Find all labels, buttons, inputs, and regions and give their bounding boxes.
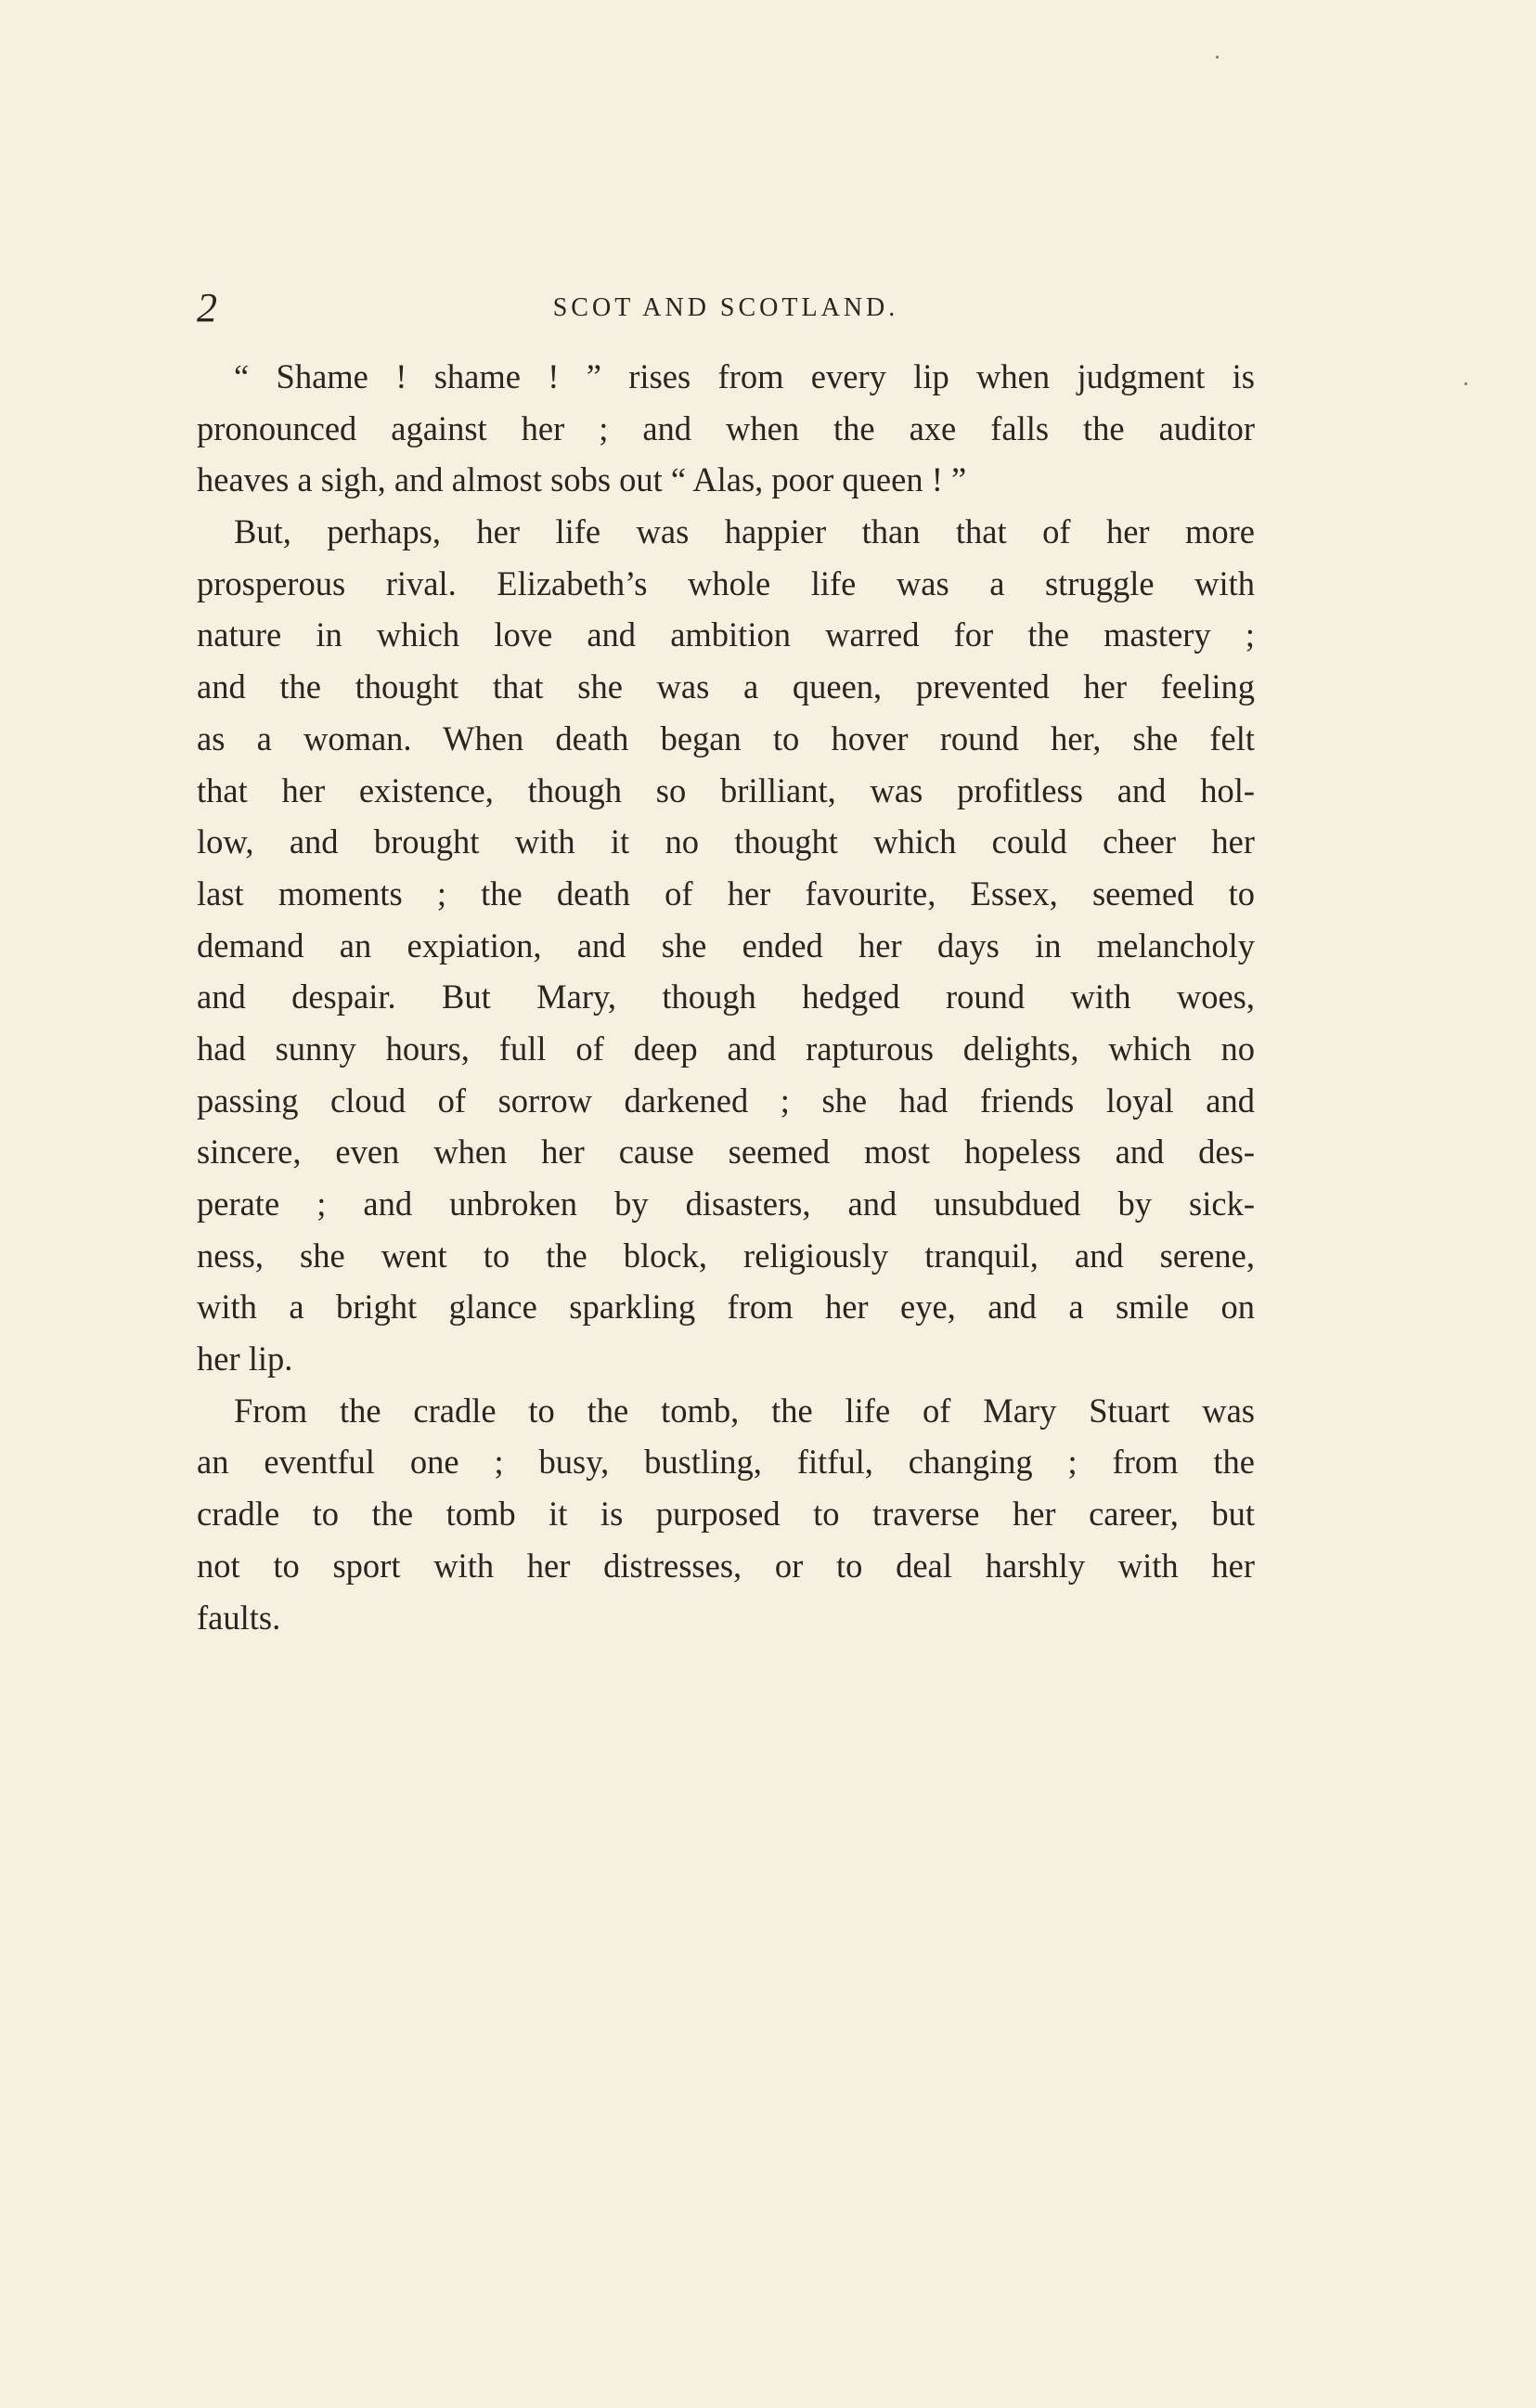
- text-line: and despair. But Mary, though hedged round with woes,: [197, 977, 1255, 1016]
- text-line: had sunny hours, full of deep and rapturous delights, which no: [197, 1029, 1255, 1068]
- running-head: [197, 280, 1255, 336]
- paper-speck: [1216, 56, 1219, 58]
- text-line: perate ; and unbroken by disasters, and unsubdued by sick-: [197, 1185, 1255, 1223]
- text-line: From the cradle to the tomb, the life of Mary Stuart was: [234, 1391, 1255, 1430]
- text-line: nature in which love and ambition warred for the mastery ;: [197, 615, 1255, 654]
- paper-speck: [1465, 382, 1467, 385]
- body-text: [197, 351, 1255, 1643]
- text-line: heaves a sigh, and almost sobs out “ Alas, poor queen ! ”: [197, 460, 967, 499]
- text-line: last moments ; the death of her favourite, Essex, seemed to: [197, 874, 1255, 913]
- text-line: cradle to the tomb it is purposed to traverse her career, but: [197, 1495, 1255, 1534]
- text-line: not to sport with her distresses, or to deal harshly with her: [197, 1546, 1255, 1585]
- text-line: that her existence, though so brilliant, was profitless and hol-: [197, 770, 1255, 809]
- text-line: her lip.: [197, 1340, 293, 1379]
- text-line: prosperous rival. Elizabeth’s whole life was a struggle with: [197, 563, 1255, 602]
- text-line: pronounced against her ; and when the axe falls the auditor: [197, 408, 1255, 447]
- text-line: low, and brought with it no thought which could cheer her: [197, 822, 1255, 861]
- text-line: as a woman. When death began to hover round her, she felt: [197, 719, 1255, 757]
- page-number: 2: [197, 285, 217, 330]
- text-line: ness, she went to the block, religiously tranquil, and serene,: [197, 1236, 1255, 1275]
- text-line: “ Shame ! shame ! ” rises from every lip when judgment is: [234, 357, 1255, 395]
- text-line: with a bright glance sparkling from her eye, and a smile on: [197, 1288, 1255, 1327]
- text-line: But, perhaps, her life was happier than that of her more: [234, 512, 1255, 551]
- text-line: demand an expiation, and she ended her days in melancholy: [197, 926, 1255, 964]
- text-line: an eventful one ; busy, bustling, fitful, changing ; from the: [197, 1443, 1255, 1482]
- running-title: SCOT AND SCOTLAND.: [552, 293, 899, 322]
- text-line: faults.: [197, 1598, 281, 1637]
- text-line: sincere, even when her cause seemed most hopeless and des-: [197, 1133, 1255, 1172]
- text-line: and the thought that she was a queen, prevented her feeling: [197, 667, 1255, 706]
- text-line: passing cloud of sorrow darkened ; she had friends loyal and: [197, 1081, 1255, 1120]
